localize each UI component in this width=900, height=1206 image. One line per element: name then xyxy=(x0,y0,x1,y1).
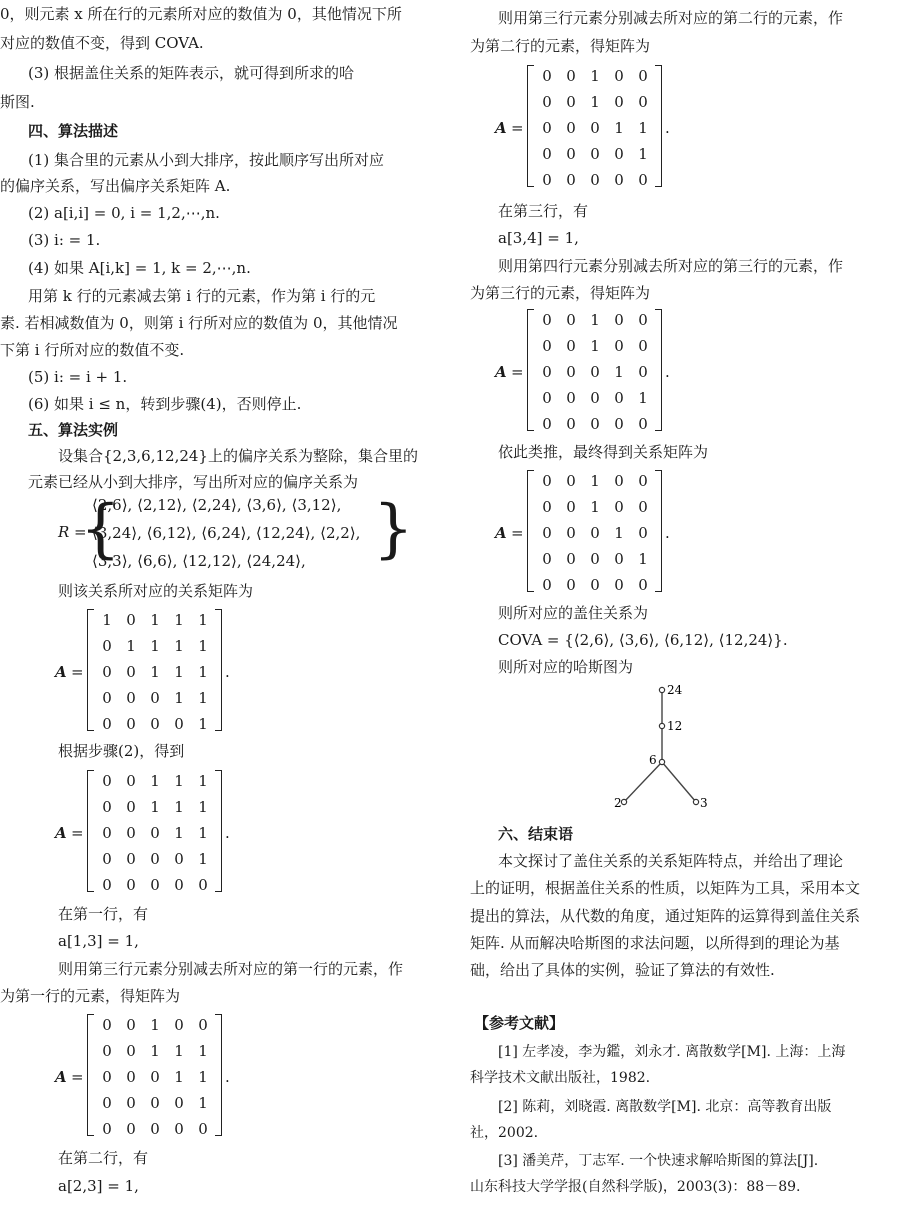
matrix-cell: 1 xyxy=(198,637,208,655)
matrix-cell: 0 xyxy=(150,689,160,707)
matrix-right-bracket xyxy=(215,770,222,892)
matrix-cell: 1 xyxy=(174,689,184,707)
matrix-row xyxy=(535,333,655,359)
matrix-cell: 1 xyxy=(198,715,208,733)
text-line: 在第一行，有 xyxy=(58,905,149,923)
matrix-cell: 1 xyxy=(150,611,160,629)
matrix-cell: 1 xyxy=(174,637,184,655)
matrix-cell: 0 xyxy=(590,145,600,163)
matrix-period: . xyxy=(665,363,670,381)
matrix-cell: 0 xyxy=(542,145,552,163)
text-line: 矩阵. 从而解决哈斯图的求法问题，以所得到的理论为基 xyxy=(470,934,840,952)
matrix-cell: 0 xyxy=(638,576,648,594)
equals-sign: = xyxy=(511,363,524,381)
matrix-cell: 1 xyxy=(198,1068,208,1086)
matrix-row xyxy=(535,115,655,141)
matrix-cell: 0 xyxy=(126,850,136,868)
matrix-row xyxy=(535,307,655,333)
matrix-cell: 0 xyxy=(590,576,600,594)
matrix-cell: 1 xyxy=(590,472,600,490)
matrix-cell: 0 xyxy=(542,93,552,111)
matrix-label: A xyxy=(495,363,507,381)
matrix-row xyxy=(535,494,655,520)
matrix-cell: 0 xyxy=(174,1120,184,1138)
matrix-cell: 0 xyxy=(174,715,184,733)
text-line: 素. 若相减数值为 0，则第 i 行所对应的数值为 0，其他情况 xyxy=(0,314,398,332)
matrix-cell: 0 xyxy=(102,824,112,842)
matrix-cell: 0 xyxy=(566,311,576,329)
text-line: 根据步骤(2)，得到 xyxy=(58,742,185,760)
text-line: 本文探讨了盖住关系的关系矩阵特点，并给出了理论 xyxy=(498,852,844,870)
matrix-cell: 1 xyxy=(126,637,136,655)
matrix-row xyxy=(535,167,655,193)
matrix-label: A xyxy=(55,824,67,842)
left-brace: { xyxy=(80,492,121,566)
text-line: 下第 i 行所对应的数值不变. xyxy=(0,341,185,359)
matrix-label: A xyxy=(55,1068,67,1086)
matrix-cell: 0 xyxy=(102,1094,112,1112)
matrix-row xyxy=(95,820,215,846)
relation-set xyxy=(58,492,414,573)
matrix-left-bracket xyxy=(527,309,534,431)
text-line: (6) 如果 i ≤ n，转到步骤(4)，否则停止. xyxy=(28,395,302,413)
matrix-cell: 0 xyxy=(102,1016,112,1034)
matrix-cell: 0 xyxy=(566,363,576,381)
matrix-cell: 0 xyxy=(566,524,576,542)
matrix-cell: 1 xyxy=(590,93,600,111)
text-line: 的偏序关系，写出偏序关系矩阵 A. xyxy=(0,177,231,195)
text-line: 为第三行的元素，得矩阵为 xyxy=(470,284,651,302)
relation-row: ⟨3,24⟩, ⟨6,12⟩, ⟨6,24⟩, ⟨12,24⟩, ⟨2,2⟩, xyxy=(92,524,361,542)
matrix-cell: 0 xyxy=(150,715,160,733)
matrix-grid xyxy=(535,468,655,598)
matrix-right-bracket xyxy=(215,609,222,731)
matrix-cell: 0 xyxy=(542,524,552,542)
matrix-row xyxy=(535,546,655,572)
matrix-cell: 0 xyxy=(542,311,552,329)
matrix-grid xyxy=(95,607,215,737)
matrix-cell: 0 xyxy=(126,611,136,629)
matrix-cell: 0 xyxy=(638,498,648,516)
matrix-cell: 0 xyxy=(542,171,552,189)
matrix-right-bracket xyxy=(655,309,662,431)
reference-line: 科学技术文献出版社，1982. xyxy=(470,1070,651,1086)
matrix-row xyxy=(95,685,215,711)
matrix-grid xyxy=(95,1012,215,1142)
matrix-cell: 0 xyxy=(614,472,624,490)
section-heading: 五、算法实例 xyxy=(28,421,119,439)
matrix-cell: 0 xyxy=(566,93,576,111)
reference-line: 社，2002. xyxy=(470,1125,539,1141)
reference-line: [1] 左孝凌，李为鑑，刘永才. 离散数学[M]. 上海：上海 xyxy=(498,1044,846,1060)
matrix-cell: 0 xyxy=(126,876,136,894)
matrix-cell: 1 xyxy=(174,1042,184,1060)
matrix-left-bracket xyxy=(527,470,534,592)
matrix-cell: 0 xyxy=(126,824,136,842)
matrix-cell: 0 xyxy=(542,472,552,490)
text-line: 则该关系所对应的关系矩阵为 xyxy=(58,582,254,600)
matrix-cell: 1 xyxy=(198,689,208,707)
matrix-cell: 1 xyxy=(198,772,208,790)
text-line: 元素已经从小到大排序，写出所对应的偏序关系为 xyxy=(28,473,359,491)
matrix-cell: 1 xyxy=(198,611,208,629)
hasse-node xyxy=(621,799,626,804)
references-heading: 【参考文献】 xyxy=(474,1014,565,1032)
matrix-cell: 0 xyxy=(126,1094,136,1112)
matrix-cell: 0 xyxy=(126,663,136,681)
matrix-row xyxy=(535,141,655,167)
matrix-cell: 0 xyxy=(638,171,648,189)
matrix-grid xyxy=(535,307,655,437)
text-line: 斯图. xyxy=(0,93,35,111)
matrix-cell: 1 xyxy=(198,850,208,868)
matrix-cell: 0 xyxy=(150,1094,160,1112)
text-line: 则用第三行元素分别减去所对应的第一行的元素，作 xyxy=(58,960,404,978)
matrix-cell: 0 xyxy=(150,1068,160,1086)
text-line: 则用第三行元素分别减去所对应的第二行的元素，作 xyxy=(498,9,844,27)
relation-row: ⟨3,3⟩, ⟨6,6⟩, ⟨12,12⟩, ⟨24,24⟩, xyxy=(92,552,306,570)
matrix-cell: 0 xyxy=(126,798,136,816)
matrix-row xyxy=(535,385,655,411)
matrix-cell: 1 xyxy=(174,663,184,681)
text-line: (5) i: = i + 1. xyxy=(28,368,128,386)
matrix-cell: 1 xyxy=(638,119,648,137)
matrix-cell: 0 xyxy=(614,415,624,433)
matrix-cell: 0 xyxy=(126,1120,136,1138)
matrix-row xyxy=(95,1116,215,1142)
matrix-left-bracket xyxy=(87,1014,94,1136)
matrix-cell: 0 xyxy=(614,576,624,594)
matrix-grid xyxy=(95,768,215,898)
matrix-cell: 1 xyxy=(174,1068,184,1086)
matrix-cell: 0 xyxy=(150,876,160,894)
matrix-period: . xyxy=(665,119,670,137)
matrix-cell: 0 xyxy=(614,498,624,516)
matrix-row xyxy=(95,1038,215,1064)
reference-line: [3] 潘美芹，丁志军. 一个快速求解哈斯图的算法[J]. xyxy=(498,1153,819,1169)
matrix-cell: 1 xyxy=(102,611,112,629)
matrix-cell: 1 xyxy=(590,311,600,329)
matrix-cell: 1 xyxy=(638,550,648,568)
matrix-cell: 1 xyxy=(150,1042,160,1060)
matrix-cell: 1 xyxy=(614,363,624,381)
text-line: 依此类推，最终得到关系矩阵为 xyxy=(498,443,709,461)
matrix-cell: 1 xyxy=(198,1042,208,1060)
hasse-node-label: 12 xyxy=(667,719,683,733)
text-line: a[1,3] = 1, xyxy=(58,932,139,950)
matrix-row xyxy=(535,468,655,494)
matrix-cell: 1 xyxy=(150,772,160,790)
matrix-cell: 0 xyxy=(566,171,576,189)
matrix-cell: 0 xyxy=(638,415,648,433)
matrix-row xyxy=(535,520,655,546)
text-line: 在第二行，有 xyxy=(58,1149,149,1167)
matrix-cell: 0 xyxy=(198,1120,208,1138)
matrix-cell: 0 xyxy=(590,389,600,407)
matrix-cell: 0 xyxy=(174,850,184,868)
matrix-cell: 1 xyxy=(198,663,208,681)
matrix-cell: 0 xyxy=(566,389,576,407)
matrix-cell: 0 xyxy=(590,171,600,189)
matrix-cell: 0 xyxy=(566,337,576,355)
matrix-cell: 0 xyxy=(102,663,112,681)
matrix-cell: 0 xyxy=(150,850,160,868)
equals-sign: = xyxy=(71,1068,84,1086)
matrix-row xyxy=(95,711,215,737)
matrix-label: A xyxy=(55,663,67,681)
matrix-left-bracket xyxy=(527,65,534,187)
matrix-row xyxy=(95,1064,215,1090)
matrix-row xyxy=(95,633,215,659)
matrix-cell: 0 xyxy=(566,67,576,85)
hasse-node xyxy=(659,723,664,728)
text-line: 为第二行的元素，得矩阵为 xyxy=(470,37,651,55)
matrix-cell: 1 xyxy=(174,824,184,842)
matrix-cell: 0 xyxy=(150,1120,160,1138)
matrix-cell: 0 xyxy=(566,550,576,568)
matrix-cell: 0 xyxy=(542,415,552,433)
matrix-cell: 0 xyxy=(614,93,624,111)
matrix-cell: 0 xyxy=(542,363,552,381)
matrix-cell: 1 xyxy=(590,67,600,85)
matrix-cell: 1 xyxy=(150,798,160,816)
matrix-cell: 0 xyxy=(102,1068,112,1086)
matrix-cell: 0 xyxy=(102,798,112,816)
matrix-cell: 0 xyxy=(638,311,648,329)
matrix-row xyxy=(535,359,655,385)
text-line: 0，则元素 x 所在行的元素所对应的数值为 0，其他情况下所 xyxy=(0,5,402,23)
text-line: 础，给出了具体的实例，验证了算法的有效性. xyxy=(470,961,775,979)
matrix-cell: 1 xyxy=(150,637,160,655)
hasse-node-label: 6 xyxy=(649,753,657,767)
matrix-cell: 1 xyxy=(614,524,624,542)
text-line: (3) i: = 1. xyxy=(28,231,101,249)
matrix-cell: 0 xyxy=(566,119,576,137)
matrix-cell: 0 xyxy=(150,824,160,842)
text-line: 在第三行，有 xyxy=(498,202,589,220)
text-line: a[2,3] = 1, xyxy=(58,1177,139,1195)
matrix-row xyxy=(95,659,215,685)
hasse-node-label: 2 xyxy=(614,796,622,810)
matrix-row xyxy=(95,1090,215,1116)
equals-sign: = xyxy=(71,663,84,681)
hasse-node-label: 24 xyxy=(667,683,683,697)
equals-sign: = xyxy=(511,524,524,542)
matrix-label: A xyxy=(495,524,507,542)
relation-row: ⟨2,6⟩, ⟨2,12⟩, ⟨2,24⟩, ⟨3,6⟩, ⟨3,12⟩, xyxy=(92,496,342,514)
matrix-cell: 0 xyxy=(102,637,112,655)
matrix-cell: 0 xyxy=(542,389,552,407)
matrix-cell: 0 xyxy=(566,472,576,490)
matrix-row xyxy=(95,872,215,898)
text-line: COVA = {⟨2,6⟩, ⟨3,6⟩, ⟨6,12⟩, ⟨12,24⟩}. xyxy=(498,631,788,649)
matrix-cell: 0 xyxy=(174,1016,184,1034)
matrix-cell: 1 xyxy=(638,389,648,407)
matrix-cell: 1 xyxy=(174,611,184,629)
matrix-cell: 0 xyxy=(198,876,208,894)
matrix-cell: 0 xyxy=(542,337,552,355)
matrix-cell: 0 xyxy=(590,363,600,381)
text-line: 提出的算法，从代数的角度，通过矩阵的运算得到盖住关系 xyxy=(470,907,861,925)
matrix-cell: 0 xyxy=(542,119,552,137)
matrix-row xyxy=(95,607,215,633)
matrix-period: . xyxy=(225,824,230,842)
matrix-cell: 0 xyxy=(590,524,600,542)
hasse-edge xyxy=(624,762,662,802)
matrix-cell: 0 xyxy=(566,145,576,163)
matrix-cell: 0 xyxy=(638,524,648,542)
matrix-row xyxy=(535,572,655,598)
hasse-edge xyxy=(662,762,696,802)
matrix-cell: 1 xyxy=(150,1016,160,1034)
text-line: a[3,4] = 1, xyxy=(498,229,579,247)
matrix-period: . xyxy=(225,1068,230,1086)
matrix-cell: 1 xyxy=(638,145,648,163)
matrix-cell: 0 xyxy=(566,576,576,594)
section-heading: 四、算法描述 xyxy=(28,122,119,140)
matrix-cell: 0 xyxy=(590,119,600,137)
matrix-right-bracket xyxy=(655,470,662,592)
text-line: 对应的数值不变，得到 COVA. xyxy=(0,34,204,52)
matrix-cell: 0 xyxy=(566,415,576,433)
text-line: (1) 集合里的元素从小到大排序，按此顺序写出所对应 xyxy=(28,151,385,169)
equals-sign: = xyxy=(71,824,84,842)
matrix-row xyxy=(535,89,655,115)
matrix-row xyxy=(95,846,215,872)
matrix-cell: 0 xyxy=(198,1016,208,1034)
matrix-row xyxy=(95,794,215,820)
text-line: 则用第四行元素分别减去所对应的第三行的元素，作 xyxy=(498,257,844,275)
text-line: 设集合{2,3,6,12,24}上的偏序关系为整除，集合里的 xyxy=(58,447,418,465)
matrix-grid xyxy=(535,63,655,193)
matrix-cell: 0 xyxy=(638,93,648,111)
hasse-node xyxy=(693,799,698,804)
matrix-cell: 0 xyxy=(614,337,624,355)
matrix-cell: 1 xyxy=(590,337,600,355)
section-heading: 六、结束语 xyxy=(498,825,574,843)
matrix-cell: 1 xyxy=(150,663,160,681)
matrix-cell: 1 xyxy=(198,824,208,842)
reference-line: 山东科技大学学报(自然科学版)，2003(3)：88－89. xyxy=(470,1179,801,1195)
relation-label: R = xyxy=(58,523,87,541)
matrix-cell: 0 xyxy=(126,689,136,707)
matrix-cell: 0 xyxy=(542,67,552,85)
matrix-cell: 0 xyxy=(126,715,136,733)
text-line: 用第 k 行的元素减去第 i 行的元素，作为第 i 行的元 xyxy=(28,287,376,305)
matrix-cell: 0 xyxy=(542,550,552,568)
matrix-cell: 0 xyxy=(102,876,112,894)
hasse-node-label: 3 xyxy=(700,796,708,810)
matrix-row xyxy=(535,63,655,89)
matrix-cell: 1 xyxy=(590,498,600,516)
matrix-cell: 0 xyxy=(614,145,624,163)
matrix-cell: 0 xyxy=(126,1016,136,1034)
reference-line: [2] 陈莉，刘晓霞. 离散数学[M]. 北京：高等教育出版 xyxy=(498,1099,832,1115)
matrix-cell: 0 xyxy=(126,772,136,790)
hasse-node xyxy=(659,759,664,764)
matrix-cell: 0 xyxy=(614,67,624,85)
matrix-cell: 0 xyxy=(638,472,648,490)
text-line: 则所对应的哈斯图为 xyxy=(498,658,634,676)
matrix-cell: 0 xyxy=(126,1068,136,1086)
hasse-diagram xyxy=(600,680,730,820)
matrix-cell: 0 xyxy=(566,498,576,516)
matrix-right-bracket xyxy=(655,65,662,187)
text-line: 则所对应的盖住关系为 xyxy=(498,604,649,622)
matrix-cell: 1 xyxy=(198,798,208,816)
matrix-cell: 1 xyxy=(198,1094,208,1112)
matrix-cell: 1 xyxy=(174,798,184,816)
hasse-node xyxy=(659,687,664,692)
matrix-cell: 0 xyxy=(614,550,624,568)
matrix-label: A xyxy=(495,119,507,137)
matrix-row xyxy=(95,1012,215,1038)
matrix-period: . xyxy=(665,524,670,542)
matrix-cell: 0 xyxy=(174,876,184,894)
matrix-cell: 0 xyxy=(126,1042,136,1060)
matrix-cell: 0 xyxy=(638,363,648,381)
matrix-cell: 0 xyxy=(590,550,600,568)
text-line: (4) 如果 A[i,k] = 1, k = 2,⋯,n. xyxy=(28,259,251,277)
text-line: (3) 根据盖住关系的矩阵表示，就可得到所求的哈 xyxy=(28,64,355,82)
matrix-cell: 1 xyxy=(174,772,184,790)
matrix-cell: 0 xyxy=(102,1042,112,1060)
matrix-cell: 0 xyxy=(102,850,112,868)
text-line: (2) a[i,i] = 0, i = 1,2,⋯,n. xyxy=(28,204,220,222)
matrix-row xyxy=(535,411,655,437)
right-brace: } xyxy=(373,492,414,566)
matrix-cell: 0 xyxy=(174,1094,184,1112)
matrix-row xyxy=(95,768,215,794)
matrix-period: . xyxy=(225,663,230,681)
matrix-cell: 0 xyxy=(638,337,648,355)
text-line: 为第一行的元素，得矩阵为 xyxy=(0,987,181,1005)
matrix-cell: 0 xyxy=(614,311,624,329)
matrix-cell: 0 xyxy=(542,498,552,516)
matrix-cell: 1 xyxy=(614,119,624,137)
matrix-left-bracket xyxy=(87,770,94,892)
equals-sign: = xyxy=(511,119,524,137)
matrix-cell: 0 xyxy=(590,415,600,433)
matrix-cell: 0 xyxy=(614,171,624,189)
text-line: 上的证明，根据盖住关系的性质，以矩阵为工具，采用本文 xyxy=(470,879,861,897)
matrix-left-bracket xyxy=(87,609,94,731)
matrix-cell: 0 xyxy=(102,715,112,733)
matrix-cell: 0 xyxy=(614,389,624,407)
matrix-cell: 0 xyxy=(102,772,112,790)
matrix-cell: 0 xyxy=(638,67,648,85)
matrix-right-bracket xyxy=(215,1014,222,1136)
matrix-cell: 0 xyxy=(102,1120,112,1138)
matrix-cell: 0 xyxy=(542,576,552,594)
matrix-cell: 0 xyxy=(102,689,112,707)
